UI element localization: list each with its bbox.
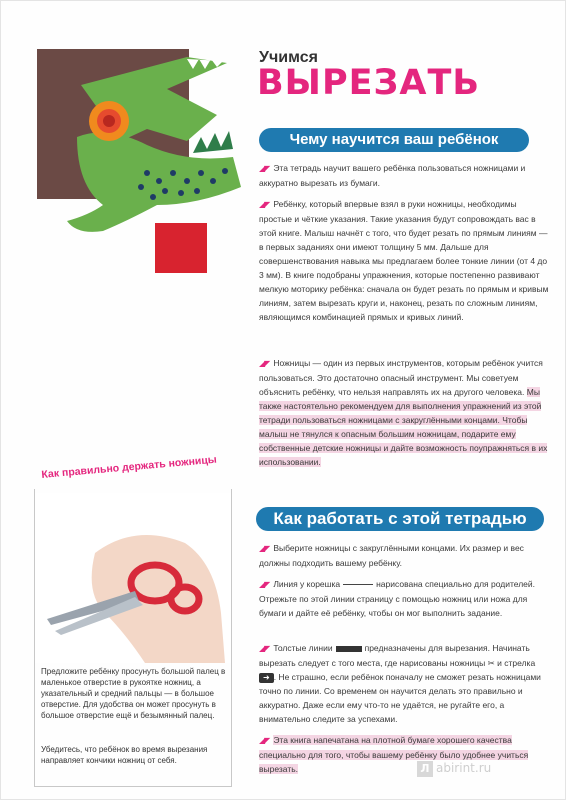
bullet-marker-icon: ◢◤ xyxy=(259,164,270,173)
paragraph-text: Ребёнку, который впервые взял в руки ножницы, необходимы простые и чёткие указания. Такие указания будут сопровождать вас в этой книге. Малыш начнёт с того, что будет резать по прямым линиям — в первых заданиях они имеют толщину 5 мм. Дальше для совершенствования навыка мы предлагаем более тонкие линии (от 4 до 3 мм). В книге подобраны упражнения, которые постепенно развивают мелкую моторику ребёнка: сначала он будет резать по прямым и кривым линиям, затем вырезать круги и, наконец, резать по сложным линиям, являющимся комбинацией прямых и кривых линий. xyxy=(259,199,549,322)
crocodile-illustration xyxy=(37,45,249,275)
title-small: Учимся xyxy=(259,49,318,66)
red-square-shape xyxy=(155,223,207,273)
scissors-tip-title: Как правильно держать ножницы xyxy=(41,453,218,481)
labirint-logo-icon: Л xyxy=(417,761,433,777)
paragraph-intro xyxy=(259,161,549,190)
paragraph-text: Линия у корешка xyxy=(273,579,341,589)
bullet-marker-icon: ◢◤ xyxy=(259,644,270,653)
page-title: ВЫРЕЗАТЬ xyxy=(257,63,481,103)
crocodile-teeth-shape xyxy=(187,59,223,69)
paragraph-text: . Не страшно, если ребёнок поначалу не сможет резать ножницами точно по линии. Со временем он научится делать это правильно и аккуратно. Даже если ему что-то не удаётся, не ругайте его, а внимательно следите за успехами. xyxy=(259,672,541,724)
bullet-marker-icon: ◢◤ xyxy=(259,736,270,745)
watermark xyxy=(417,761,491,777)
paragraph-text: Эта тетрадь научит вашего ребёнка пользоваться ножницами и аккуратно вырезать из бумаги. xyxy=(259,163,526,188)
paragraph-spine-line xyxy=(259,577,549,620)
arrow-right-icon: ➜ xyxy=(259,673,274,683)
paragraph-paper-quality xyxy=(259,733,549,776)
hand-holding-scissors-image xyxy=(35,493,231,663)
scissors-tip-text: Предложите ребёнку просунуть большой палец в маленькое отверстие в рукоятке ножниц, а указательный и средний пальцы — в большое отверстие. Для удобства он может просунуть в большое отверстие ещё и безымянный палец. xyxy=(41,667,226,720)
thick-line-icon xyxy=(336,646,362,652)
paragraph-text: Толстые линии xyxy=(273,643,333,653)
section-heading-how-to-work: Как работать с этой тетрадью xyxy=(256,507,544,531)
bullet-marker-icon: ◢◤ xyxy=(259,580,270,589)
thin-line-icon xyxy=(343,584,373,585)
paragraph-instructions xyxy=(259,197,549,324)
paragraph-text: и стрелка xyxy=(497,658,536,668)
crocodile-pupil-shape xyxy=(103,115,115,127)
paragraph-safety xyxy=(259,356,549,469)
watermark-text: abirint.ru xyxy=(436,761,492,775)
bullet-marker-icon: ◢◤ xyxy=(259,544,270,553)
crocodile-ridge-shape xyxy=(193,131,233,153)
bullet-marker-icon: ◢◤ xyxy=(259,359,270,368)
paragraph-text: нарисована специально для родителей. Отрежьте по этой линии страницу с помощью ножниц или ножа для бумаги и дайте её ребёнку, чтобы он мог выполнить задание. xyxy=(259,579,536,618)
bullet-marker-icon: ◢◤ xyxy=(259,200,270,209)
section-heading-what-child-learns: Чему научится ваш ребёнок xyxy=(259,128,529,152)
paragraph-choose-scissors xyxy=(259,541,549,570)
paragraph-text: Выберите ножницы с закруглёнными концами. Их размер и вес должны подходить вашему ребёнку. xyxy=(259,543,524,568)
highlighted-text: Мы также настоятельно рекомендуем для выполнения упражнений из этой тетради пользоваться ножницами с закруглёнными концами. Чтобы малыш не тянулся к опасным большим ножницам, подарите ему собственные детские ножницы и дайте возможность поупражняться в их использовании. xyxy=(259,387,548,467)
highlighted-text: Эта книга напечатана на плотной бумаге хорошего качества специально для того, чтобы вашему ребёнку было удобнее учиться вырезать. xyxy=(259,735,529,774)
scissors-tip-text: Убедитесь, что ребёнок во время вырезания направляет кончики ножниц от себя. xyxy=(41,745,208,765)
paragraph-text: Ножницы — один из первых инструментов, которым ребёнок учится пользоваться. Это достаточно опасный инструмент. Мы советуем объяснить ребёнку, что нельзя направлять их на другого человека. xyxy=(259,358,543,397)
scissors-icon: ✂ xyxy=(487,658,495,668)
paragraph-thick-lines xyxy=(259,641,549,726)
paragraph-text: предназначены для вырезания. Начинать вырезать следует с того места, где нарисованы ножницы xyxy=(259,643,530,668)
